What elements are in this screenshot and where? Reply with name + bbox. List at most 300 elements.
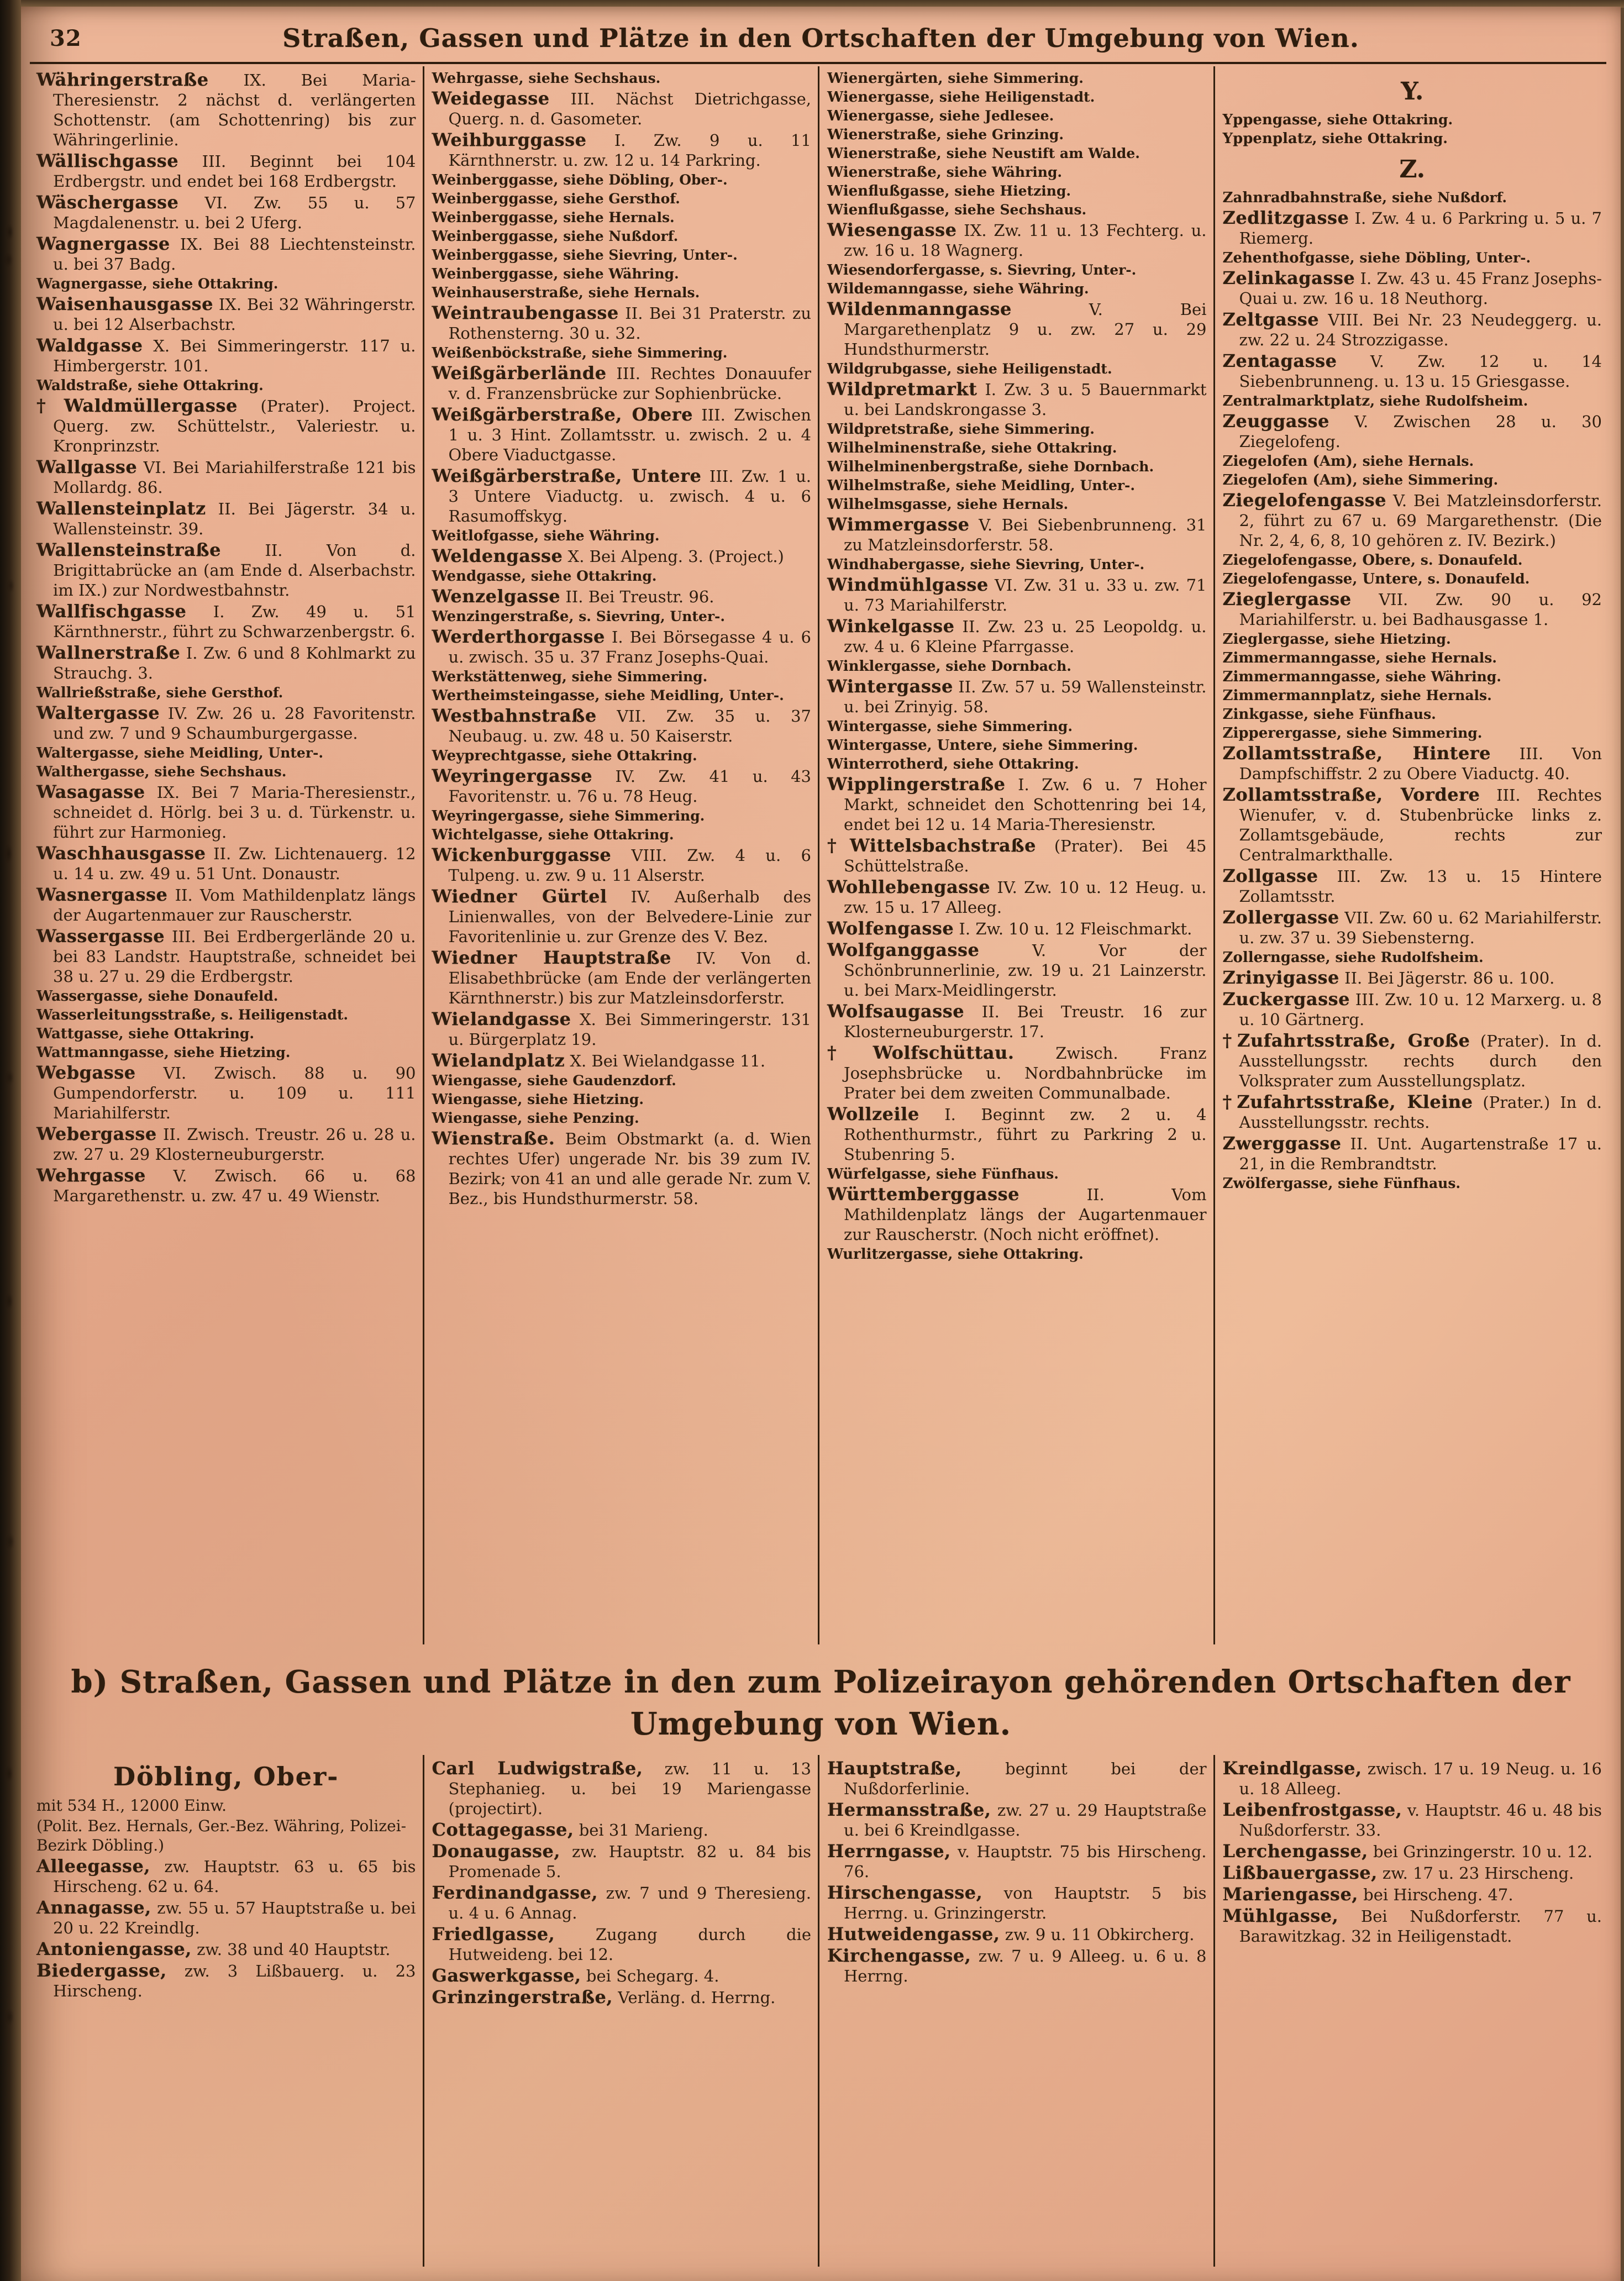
street-entry: Wiesengasse IX. Zw. 11 u. 13 Fechterg. u. zw. 16 u. 18 Wagnerg. xyxy=(827,219,1207,260)
street-name: Cottagegasse, xyxy=(432,1819,574,1840)
street-name: Wienflußgasse, xyxy=(827,202,950,218)
street-name: Ziegelofen (Am), xyxy=(1222,472,1358,488)
street-name: Wertheimsteingasse, xyxy=(432,687,600,704)
street-name: Wienerstraße, xyxy=(827,127,942,143)
street-entry: Wienerstraße, siehe Währing. xyxy=(827,164,1063,181)
street-name: †Zufahrtsstraße, Große xyxy=(1222,1030,1470,1051)
street-entry: Wassergasse III. Bei Erdbergerlände 20 u. bei 83 Landstr. Hauptstraße, schneidet bei 38 u. 27 u. 29 die Erdbergstr. xyxy=(36,926,416,986)
street-entry: Mariengasse, bei Hirscheng. 47. xyxy=(1222,1884,1513,1905)
street-name: Zollerngasse, xyxy=(1222,949,1331,966)
street-entry: Wilhelmstraße, siehe Meidling, Unter-. xyxy=(827,477,1136,494)
street-entry: Zedlitzgasse I. Zw. 4 u. 6 Parkring u. 5 u. 7 Riemerg. xyxy=(1222,207,1602,248)
street-entry: Wasnergasse II. Vom Mathildenplatz längs der Augartenmauer zur Rauscherstr. xyxy=(36,884,416,924)
street-name: Kreindlgasse, xyxy=(1222,1758,1362,1779)
street-name: Wichtelgasse, xyxy=(432,827,544,843)
street-name: Währingerstraße xyxy=(36,69,209,90)
street-entry: Friedlgasse, Zugang durch die Hutweideng. bei 12. xyxy=(432,1923,811,1964)
district-note: mit 534 H., 12000 Einw. xyxy=(36,1796,227,1815)
street-name: Windhabergasse, xyxy=(827,556,965,573)
street-name: Wallensteinstraße xyxy=(36,539,221,560)
street-name: Wimmergasse xyxy=(827,514,970,535)
street-name: Zimmermanngasse, xyxy=(1222,669,1381,685)
street-name: Weyprechtgasse, xyxy=(432,748,567,764)
letter-section-heading: Z. xyxy=(1399,155,1426,183)
street-entry: Wolfengasse I. Zw. 10 u. 12 Fleischmarkt. xyxy=(827,918,1192,939)
street-name: Wiedner Hauptstraße xyxy=(432,947,671,968)
street-entry: Wichtelgasse, siehe Ottakring. xyxy=(432,827,674,843)
directory-column xyxy=(29,66,423,1644)
street-entry: Yppenplatz, siehe Ottakring. xyxy=(1222,130,1448,147)
street-entry: Wenzelgasse II. Bei Treustr. 96. xyxy=(432,586,714,607)
directory-column xyxy=(1213,1755,1609,2267)
street-entry: Hutweidengasse, zw. 9 u. 11 Obkircherg. xyxy=(827,1923,1195,1944)
street-name: Werkstättenweg, xyxy=(432,669,567,685)
street-name: Zipperergasse, xyxy=(1222,725,1342,742)
street-entry: Waltergasse IV. Zw. 26 u. 28 Favoritenstr. und zw. 7 und 9 Schaumburgergasse. xyxy=(36,702,416,743)
street-name: Leibenfrostgasse, xyxy=(1222,1799,1402,1820)
district-directory-columns xyxy=(29,1755,1609,2267)
street-name: Annagasse, xyxy=(36,1897,151,1918)
header-rule xyxy=(30,62,1606,64)
street-entry: Zollerngasse, siehe Rudolfsheim. xyxy=(1222,949,1484,966)
street-entry: Hirschengasse, von Hauptstr. 5 bis Herrng. u. Grinzingerstr. xyxy=(827,1882,1207,1922)
street-name: Hirschengasse, xyxy=(827,1882,983,1903)
street-name: Yppengasse, xyxy=(1222,112,1322,128)
street-name: Wattgasse, xyxy=(36,1026,124,1042)
street-name: Herrngasse, xyxy=(827,1841,951,1862)
street-entry: Wickenburggasse VIII. Zw. 4 u. 6 Tulpeng. u. zw. 9 u. 11 Alserstr. xyxy=(432,844,811,885)
street-entry: Zwölfergasse, siehe Fünfhaus. xyxy=(1222,1175,1461,1192)
street-name: Zollergasse xyxy=(1222,907,1339,928)
street-name: Zollamtsstraße, Vordere xyxy=(1222,784,1480,805)
street-name: Alleegasse, xyxy=(36,1856,150,1877)
street-entry: Weinberggasse, siehe Sievring, Unter-. xyxy=(432,247,738,264)
street-entry: Weinhauserstraße, siehe Hernals. xyxy=(432,285,700,301)
street-name: Weintraubengasse xyxy=(432,302,619,323)
street-entry: Wendgasse, siehe Ottakring. xyxy=(432,568,657,585)
street-entry: †Wolfschüttau. Zwisch. Franz Josephsbrücke u. Nordbahnbrücke im Prater bei dem zweiten Communalbade. xyxy=(827,1042,1207,1102)
street-name: Lißbauergasse, xyxy=(1222,1862,1378,1883)
street-name: Weißenböckstraße, xyxy=(432,345,587,361)
street-name: Wiengasse, xyxy=(432,1110,523,1127)
street-name: Wienflußgasse, xyxy=(827,183,950,199)
street-entry: Lißbauergasse, zw. 17 u. 23 Hirscheng. xyxy=(1222,1862,1574,1883)
street-entry: Wintergasse, siehe Simmering. xyxy=(827,718,1073,735)
street-name: Antoniengasse, xyxy=(36,1938,192,1959)
street-entry: †Wittelsbachstraße (Prater). Bei 45 Schüttelstraße. xyxy=(827,835,1207,875)
street-entry: Wienergärten, siehe Simmering. xyxy=(827,70,1084,87)
street-name: Wilhelmstraße, xyxy=(827,477,951,494)
street-entry: Ziegelofen (Am), siehe Simmering. xyxy=(1222,472,1499,488)
directory-column xyxy=(423,1755,818,2267)
street-name: Wasagasse xyxy=(36,781,145,802)
street-name: Zehenthofgasse, xyxy=(1222,250,1355,266)
street-entry: Wipplingerstraße I. Zw. 6 u. 7 Hoher Markt, schneidet den Schottenring bei 14, endet bei 12 u. 14 Maria-Theresienstr. xyxy=(827,774,1207,834)
directory-column xyxy=(818,1755,1213,2267)
street-name: Weinberggasse, xyxy=(432,191,559,207)
street-name: Wielandplatz xyxy=(432,1050,565,1071)
street-name: Zimmermannplatz, xyxy=(1222,687,1376,704)
street-entry: Weitlofgasse, siehe Währing. xyxy=(432,528,660,544)
street-entry: Wiesendorfergasse, s. Sievring, Unter-. xyxy=(827,262,1137,278)
street-entry: Antoniengasse, zw. 38 und 40 Hauptstr. xyxy=(36,1938,391,1959)
street-entry: Biedergasse, zw. 3 Lißbauerg. u. 23 Hirscheng. xyxy=(36,1960,416,2000)
street-entry: Webgasse VI. Zwisch. 88 u. 90 Gumpendorferstr. u. 109 u. 111 Mariahilferstr. xyxy=(36,1062,416,1122)
street-entry: Westbahnstraße VII. Zw. 35 u. 37 Neubaug. u. zw. 48 u. 50 Kaiserstr. xyxy=(432,705,811,745)
page-number: 32 xyxy=(50,25,82,51)
street-name: Zimmermanngasse, xyxy=(1222,650,1381,666)
street-entry: Zehenthofgasse, siehe Döbling, Unter-. xyxy=(1222,250,1531,266)
street-entry: Zelinkagasse I. Zw. 43 u. 45 Franz Josephs-Quai u. zw. 16 u. 18 Neuthorg. xyxy=(1222,267,1602,308)
street-entry: Wienergasse, siehe Jedlesee. xyxy=(827,108,1054,124)
street-name: Wildemanngasse, xyxy=(827,281,969,297)
street-name: †Wolfschüttau. xyxy=(827,1042,1015,1063)
street-name: Zentagasse xyxy=(1222,350,1337,371)
street-entry: Gaswerkgasse, bei Schegarg. 4. xyxy=(432,1965,719,1986)
street-directory-columns xyxy=(29,66,1609,1644)
street-name: Wallnerstraße xyxy=(36,642,181,663)
street-entry: Zrinyigasse II. Bei Jägerstr. 86 u. 100. xyxy=(1222,967,1555,988)
street-name: Hauptstraße, xyxy=(827,1758,962,1779)
street-entry: Waschhausgasse II. Zw. Lichtenauerg. 12 u. 14 u. zw. 49 u. 51 Unt. Donaustr. xyxy=(36,843,416,883)
street-name: Wienergärten, xyxy=(827,70,943,87)
street-name: Zedlitzgasse xyxy=(1222,207,1349,228)
street-name: Zeltgasse xyxy=(1222,309,1320,330)
street-name: Weinberggasse, xyxy=(432,172,559,188)
street-name: Ziegelofengasse xyxy=(1222,490,1386,511)
street-name: Waldgasse xyxy=(36,335,143,356)
street-entry: Wilhelminenbergstraße, siehe Dornbach. xyxy=(827,459,1154,475)
street-name: Wallrießstraße, xyxy=(36,685,161,701)
street-entry: Weißgärberlände III. Rechtes Donauufer v. d. Franzensbrücke zur Sophienbrücke. xyxy=(432,362,811,403)
street-name: Ferdinandgasse, xyxy=(432,1882,598,1903)
street-entry: Hermansstraße, zw. 27 u. 29 Hauptstraße u. bei 6 Kreindlgasse. xyxy=(827,1799,1207,1839)
street-entry: Wallgasse VI. Bei Mariahilferstraße 121 bis Mollardg. 86. xyxy=(36,456,416,497)
street-name: Zuckergasse xyxy=(1222,989,1350,1010)
street-entry: Weinberggasse, siehe Hernals. xyxy=(432,209,675,226)
street-name: Weinberggasse, xyxy=(432,266,559,282)
street-name: Wiesengasse xyxy=(827,219,957,240)
letter-section-heading: Y. xyxy=(1401,77,1424,106)
street-name: Wilhelminenstraße, xyxy=(827,440,987,456)
street-entry: Zeltgasse VIII. Bei Nr. 23 Neudeggerg. u. zw. 22 u. 24 Strozzigasse. xyxy=(1222,309,1602,349)
street-entry: Wielandplatz X. Bei Wielandgasse 11. xyxy=(432,1050,766,1071)
street-name: Winterrotherd, xyxy=(827,756,949,772)
street-name: Westbahnstraße xyxy=(432,705,597,726)
street-entry: Wattmanngasse, siehe Hietzing. xyxy=(36,1044,291,1061)
street-entry: Wintergasse, Untere, siehe Simmering. xyxy=(827,737,1138,754)
street-name: Webgasse xyxy=(36,1062,136,1083)
street-entry: Wohllebengasse IV. Zw. 10 u. 12 Heug. u. zw. 15 u. 17 Alleeg. xyxy=(827,876,1207,917)
page-header xyxy=(21,7,1621,57)
street-entry: Wiengasse, siehe Gaudenzdorf. xyxy=(432,1073,676,1089)
street-name: Mariengasse, xyxy=(1222,1884,1358,1905)
street-name: Wiengasse, xyxy=(432,1073,523,1089)
street-entry: Wagnergasse, siehe Ottakring. xyxy=(36,276,278,292)
street-name: Weinberggasse, xyxy=(432,247,559,264)
street-entry: Weinberggasse, siehe Nußdorf. xyxy=(432,228,679,245)
street-name: Weinberggasse, xyxy=(432,228,559,245)
street-name: Zwerggasse xyxy=(1222,1133,1342,1154)
street-entry: Zieglergasse VII. Zw. 90 u. 92 Mariahilferstr. u. bei Badhausgasse 1. xyxy=(1222,588,1602,629)
street-name: Wintergasse, xyxy=(827,718,932,735)
street-name: Waldstraße, xyxy=(36,377,133,394)
street-entry: Wildemanngasse, siehe Währing. xyxy=(827,281,1089,297)
street-entry: Zieglergasse, siehe Hietzing. xyxy=(1222,631,1451,648)
street-name: Wolfganggasse xyxy=(827,939,980,960)
street-name: Wenzelgasse xyxy=(432,586,561,607)
street-name: Werderthorgasse xyxy=(432,626,605,647)
street-entry: Wällischgasse III. Beginnt bei 104 Erdbergstr. und endet bei 168 Erdbergstr. xyxy=(36,150,416,191)
street-name: Webergasse xyxy=(36,1123,157,1144)
street-name: Kirchengasse, xyxy=(827,1945,971,1966)
street-entry: Weinberggasse, siehe Währing. xyxy=(432,266,679,282)
street-name: Winklergasse, xyxy=(827,658,941,675)
street-entry: Weißenböckstraße, siehe Simmering. xyxy=(432,345,728,361)
street-name: Wendgasse, xyxy=(432,568,527,585)
street-entry: Weihburggasse I. Zw. 9 u. 11 Kärnthnerstr. u. zw. 12 u. 14 Parkring. xyxy=(432,129,811,170)
street-entry: Mühlgasse, Bei Nußdorferstr. 77 u. Barawitzkag. 32 in Heiligenstadt. xyxy=(1222,1905,1602,1946)
street-name: Wintergasse, Untere, xyxy=(827,737,998,754)
street-entry: Zollamtsstraße, Hintere III. Von Dampfschiffstr. 2 zu Obere Viaductg. 40. xyxy=(1222,743,1602,783)
street-entry: Ziegelofengasse V. Bei Matzleinsdorferstr. 2, führt zu 67 u. 69 Margarethenstr. (Die Nr. 2, 4, 6, 8, 10 gehören z. IV. Bezirk.) xyxy=(1222,490,1602,550)
directory-column xyxy=(29,1755,423,2267)
directory-column xyxy=(1213,66,1609,1644)
street-name: Wassergasse, xyxy=(36,988,144,1005)
street-name: Weißgärberlände xyxy=(432,362,607,383)
street-entry: †Waldmüllergasse (Prater). Project. Querg. zw. Schüttelstr., Valeriestr. u. Kronprinzstr. xyxy=(36,395,416,455)
street-entry: †Zufahrtsstraße, Große (Prater). In d. Ausstellungsstr. rechts durch den Volksprater zum Ausstellungsplatz. xyxy=(1222,1030,1602,1090)
street-name: Lerchengasse, xyxy=(1222,1841,1368,1862)
street-name: Wiedner Gürtel xyxy=(432,886,607,907)
street-name: Wienergasse, xyxy=(827,89,935,106)
street-entry: Zimmermanngasse, siehe Hernals. xyxy=(1222,650,1497,666)
street-entry: Wallensteinplatz II. Bei Jägerstr. 34 u. Wallensteinstr. 39. xyxy=(36,498,416,538)
street-entry: Winklergasse, siehe Dornbach. xyxy=(827,658,1072,675)
street-entry: Wagnergasse IX. Bei 88 Liechtensteinstr. u. bei 37 Badg. xyxy=(36,233,416,274)
street-entry: Wintergasse II. Zw. 57 u. 59 Wallensteinstr. u. bei Zrinyig. 58. xyxy=(827,676,1207,716)
street-entry: Waisenhausgasse IX. Bei 32 Währingerstr. u. bei 12 Alserbachstr. xyxy=(36,293,416,334)
street-name: Weißgärberstraße, Obere xyxy=(432,404,693,425)
street-entry: Werkstättenweg, siehe Simmering. xyxy=(432,669,708,685)
street-name: Wehrgasse xyxy=(36,1165,146,1186)
street-entry: Waltergasse, siehe Meidling, Unter-. xyxy=(36,745,324,761)
street-name: Zollamtsstraße, Hintere xyxy=(1222,743,1491,764)
street-entry: Zinkgasse, siehe Fünfhaus. xyxy=(1222,706,1436,723)
street-name: Waltergasse xyxy=(36,702,160,723)
street-entry: Wiedner Hauptstraße IV. Von d. Elisabethbrücke (am Ende der verlängerten Kärnthnerstr.) bis zur Matzleinsdorferstr. xyxy=(432,947,811,1007)
street-name: Hermansstraße, xyxy=(827,1799,991,1820)
street-name: Biedergasse, xyxy=(36,1960,167,1981)
street-entry: Wertheimsteingasse, siehe Meidling, Unter-. xyxy=(432,687,784,704)
street-name: Wagnergasse, xyxy=(36,276,148,292)
street-entry: Zimmermanngasse, siehe Währing. xyxy=(1222,669,1501,685)
street-name: Zwölfergasse, xyxy=(1222,1175,1333,1192)
street-name: Wildpretmarkt xyxy=(827,379,977,400)
street-entry: Zipperergasse, siehe Simmering. xyxy=(1222,725,1483,742)
street-entry: Weldengasse X. Bei Alpeng. 3. (Project.) xyxy=(432,545,784,566)
street-name: Waisenhausgasse xyxy=(36,293,213,314)
section-b-heading-line2: Umgebung von Wien. xyxy=(630,1706,1012,1742)
street-entry: Werderthorgasse I. Bei Börsegasse 4 u. 6 u. zwisch. 35 u. 37 Franz Josephs-Quai. xyxy=(432,626,811,666)
street-name: Wienstraße. xyxy=(432,1128,555,1149)
street-entry: Zollamtsstraße, Vordere III. Rechtes Wienufer, v. d. Stubenbrücke links z. Zollamtsgebäude, rechts zur Centralmarkthalle. xyxy=(1222,784,1602,864)
street-entry: Wurlitzergasse, siehe Ottakring. xyxy=(827,1246,1084,1263)
street-entry: Cottagegasse, bei 31 Marieng. xyxy=(432,1819,708,1840)
street-name: Wildenmanngasse xyxy=(827,298,1012,319)
street-name: Wattmanngasse, xyxy=(36,1044,169,1061)
street-entry: Wolfganggasse V. Vor der Schönbrunnerlinie, zw. 19 u. 21 Lainzerstr. u. bei Marx-Meidlingerstr. xyxy=(827,939,1207,1000)
street-entry: Ziegelofengasse, Untere, s. Donaufeld. xyxy=(1222,571,1530,587)
street-entry: Walthergasse, siehe Sechshaus. xyxy=(36,764,287,780)
street-entry: Zollergasse VII. Zw. 60 u. 62 Mariahilferstr. u. zw. 37 u. 39 Siebensterng. xyxy=(1222,907,1602,947)
street-entry: Wasagasse IX. Bei 7 Maria-Theresienstr., schneidet d. Hörlg. bei 3 u. d. Türkenstr. u. führt zur Harmonieg. xyxy=(36,781,416,842)
street-name: Weißgärberstraße, Untere xyxy=(432,465,702,486)
street-entry: Wehrgasse, siehe Sechshaus. xyxy=(432,70,661,87)
street-entry: Weißgärberstraße, Obere III. Zwischen 1 u. 3 Hint. Zollamtsstr. u. zwisch. 2 u. 4 Obere Viaductgasse. xyxy=(432,404,811,464)
street-entry: Weyringergasse IV. Zw. 41 u. 43 Favoritenstr. u. 76 u. 78 Heug. xyxy=(432,765,811,806)
street-entry: Zentralmarktplatz, siehe Rudolfsheim. xyxy=(1222,393,1528,409)
street-entry: Annagasse, zw. 55 u. 57 Hauptstraße u. bei 20 u. 22 Kreindlg. xyxy=(36,1897,416,1937)
street-entry: Ferdinandgasse, zw. 7 und 9 Theresieng. u. 4 u. 6 Annag. xyxy=(432,1882,811,1922)
street-entry: Wolfsaugasse II. Bei Treustr. 16 zur Klosterneuburgerstr. 17. xyxy=(827,1001,1207,1041)
street-name: Hutweidengasse, xyxy=(827,1923,1000,1944)
street-entry: Wallensteinstraße II. Von d. Brigittabrücke an (am Ende d. Alserbachstr. im IX.) zur Nordwestbahnstr. xyxy=(36,539,416,600)
street-entry: Wildpretstraße, siehe Simmering. xyxy=(827,421,1095,438)
street-name: Wipplingerstraße xyxy=(827,774,1006,795)
street-entry: Alleegasse, zw. Hauptstr. 63 u. 65 bis Hirscheng. 62 u. 64. xyxy=(36,1856,416,1896)
street-name: Friedlgasse, xyxy=(432,1923,555,1944)
street-entry: Kreindlgasse, zwisch. 17 u. 19 Neug. u. 16 u. 18 Alleeg. xyxy=(1222,1758,1602,1798)
street-name: Zollgasse xyxy=(1222,865,1318,886)
directory-column xyxy=(423,66,818,1644)
street-entry: Zwerggasse II. Unt. Augartenstraße 17 u. 21, in die Rembrandtstr. xyxy=(1222,1133,1602,1173)
street-entry: Wienergasse, siehe Heiligenstadt. xyxy=(827,89,1095,106)
street-entry: Wäschergasse VI. Zw. 55 u. 57 Magdalenenstr. u. bei 2 Uferg. xyxy=(36,192,416,232)
street-name: Zahnradbahnstraße, xyxy=(1222,190,1388,206)
street-entry: Weintraubengasse II. Bei 31 Praterstr. zu Rothensterng. 30 u. 32. xyxy=(432,302,811,343)
street-name: Weyringergasse xyxy=(432,765,593,786)
street-name: Wilhelmsgasse, xyxy=(827,496,952,513)
street-name: Weihburggasse xyxy=(432,129,587,150)
street-entry: Wienerstraße, siehe Neustift am Walde. xyxy=(827,145,1140,162)
street-entry: Wenzingerstraße, s. Sievring, Unter-. xyxy=(432,608,726,625)
street-name: Ziegelofengasse, Untere, xyxy=(1222,571,1423,587)
street-name: Wohllebengasse xyxy=(827,876,991,897)
street-name: Wienerstraße, xyxy=(827,164,942,181)
street-entry: Wiengasse, siehe Penzing. xyxy=(432,1110,639,1127)
street-name: Weldengasse xyxy=(432,545,563,566)
street-name: Zelinkagasse xyxy=(1222,267,1355,288)
street-entry: Ziegelofengasse, Obere, s. Donaufeld. xyxy=(1222,552,1523,569)
street-entry: Wildgrubgasse, siehe Heiligenstadt. xyxy=(827,361,1112,377)
street-name: Zinkgasse, xyxy=(1222,706,1309,723)
section-b-heading xyxy=(54,1661,1588,1745)
street-entry: Windmühlgasse VI. Zw. 31 u. 33 u. zw. 71 u. 73 Mariahilferstr. xyxy=(827,574,1207,614)
street-name: Wallfischgasse xyxy=(36,601,187,622)
street-name: Wienerstraße, xyxy=(827,145,942,162)
street-entry: Winkelgasse II. Zw. 23 u. 25 Leopoldg. u. zw. 4 u. 6 Kleine Pfarrgasse. xyxy=(827,616,1207,656)
street-entry: Zentagasse V. Zw. 12 u. 14 Siebenbrunneng. u. 13 u. 15 Griesgasse. xyxy=(1222,350,1602,391)
street-name: Wildpretstraße, xyxy=(827,421,954,438)
page-title: Straßen, Gassen und Plätze in den Ortschaften der Umgebung von Wien. xyxy=(282,23,1359,53)
street-name: Wollzeile xyxy=(827,1103,919,1124)
street-entry: Donaugasse, zw. Hauptstr. 82 u. 84 bis Promenade 5. xyxy=(432,1841,811,1881)
street-entry: Winterrotherd, siehe Ottakring. xyxy=(827,756,1079,772)
street-name: Wintergasse xyxy=(827,676,953,697)
directory-column xyxy=(818,66,1213,1644)
street-entry: Wattgasse, siehe Ottakring. xyxy=(36,1026,255,1042)
street-entry: Carl Ludwigstraße, zw. 11 u. 13 Stephanieg. u. bei 19 Mariengasse (projectirt). xyxy=(432,1758,812,1818)
street-name: Wallensteinplatz xyxy=(36,498,206,519)
street-name: Weinberggasse, xyxy=(432,209,559,226)
street-entry: Windhabergasse, siehe Sievring, Unter-. xyxy=(827,556,1145,573)
street-name: Wallgasse xyxy=(36,456,138,477)
street-entry: Weidegasse III. Nächst Dietrichgasse, Querg. n. d. Gasometer. xyxy=(432,88,811,128)
street-entry: Wiengasse, siehe Hietzing. xyxy=(432,1091,644,1108)
street-entry: Wassergasse, siehe Donaufeld. xyxy=(36,988,278,1005)
street-name: Weidegasse xyxy=(432,88,550,109)
street-name: Ziegelofen (Am), xyxy=(1222,453,1358,470)
street-name: Ziegelofengasse, Obere, xyxy=(1222,552,1416,569)
district-note: (Polit. Bez. Hernals, Ger.-Bez. Währing, Polizei-Bezirk Döbling.) xyxy=(36,1817,407,1854)
street-entry: Wallnerstraße I. Zw. 6 und 8 Kohlmarkt zu Strauchg. 3. xyxy=(36,642,416,682)
street-name: Walthergasse, xyxy=(36,764,150,780)
street-name: Wassergasse xyxy=(36,926,165,947)
street-entry: Yppengasse, siehe Ottakring. xyxy=(1222,112,1453,128)
street-entry: Grinzingerstraße, Verläng. d. Herrng. xyxy=(432,1986,776,2007)
street-entry: Wilhelminenstraße, siehe Ottakring. xyxy=(827,440,1117,456)
district-heading: Döbling, Ober- xyxy=(113,1762,339,1791)
street-name: Carl Ludwigstraße, xyxy=(432,1758,643,1779)
street-entry: Zeuggasse V. Zwischen 28 u. 30 Ziegelofeng. xyxy=(1222,411,1602,451)
street-name: Yppenplatz, xyxy=(1222,130,1317,147)
street-name: Weinhauserstraße, xyxy=(432,285,584,301)
street-name: Wickenburggasse xyxy=(432,844,612,865)
street-entry: Weyringergasse, siehe Simmering. xyxy=(432,808,705,824)
street-name: Wolfengasse xyxy=(827,918,954,939)
street-name: Mühlgasse, xyxy=(1222,1905,1339,1926)
street-name: Wiengasse, xyxy=(432,1091,523,1108)
street-entry: Wallfischgasse I. Zw. 49 u. 51 Kärnthnerstr., führt zu Schwarzenbergstr. 6. xyxy=(36,601,416,641)
street-entry: Wollzeile I. Beginnt zw. 2 u. 4 Rothenthurmstr., führt zu Parkring 2 u. Stubenring 5. xyxy=(827,1103,1207,1164)
street-name: Wienergasse, xyxy=(827,108,935,124)
street-name: Wäschergasse xyxy=(36,192,179,213)
street-name: Wurlitzergasse, xyxy=(827,1246,953,1263)
street-entry: Würfelgasse, siehe Fünfhaus. xyxy=(827,1166,1059,1182)
street-name: Waschhausgasse xyxy=(36,843,206,864)
street-name: Waltergasse, xyxy=(36,745,139,761)
street-entry: Wielandgasse X. Bei Simmeringerstr. 131 u. Bürgerplatz 19. xyxy=(432,1008,811,1049)
street-name: Würfelgasse, xyxy=(827,1166,932,1182)
street-name: Wiesendorfergasse, xyxy=(827,262,985,278)
street-name: Zeuggasse xyxy=(1222,411,1329,432)
street-entry: Hauptstraße, beginnt bei der Nußdorferlinie. xyxy=(827,1758,1207,1798)
street-entry: Zollgasse III. Zw. 13 u. 15 Hintere Zollamtsstr. xyxy=(1222,865,1602,906)
street-entry: Wildpretmarkt I. Zw. 3 u. 5 Bauernmarkt u. bei Landskrongasse 3. xyxy=(827,379,1207,419)
street-entry: Zimmermannplatz, siehe Hernals. xyxy=(1222,687,1492,704)
street-entry: Weinberggasse, siehe Gersthof. xyxy=(432,191,680,207)
street-entry: Wilhelmsgasse, siehe Hernals. xyxy=(827,496,1069,513)
street-entry: Wallrießstraße, siehe Gersthof. xyxy=(36,685,283,701)
street-name: Donaugasse, xyxy=(432,1841,560,1862)
street-entry: Währingerstraße IX. Bei Maria-Theresienstr. 2 nächst d. verlängerten Schottenstr. (am Schottenring) bis zur Währingerlinie. xyxy=(36,69,416,149)
street-entry: Weyprechtgasse, siehe Ottakring. xyxy=(432,748,697,764)
street-entry: Lerchengasse, bei Grinzingerstr. 10 u. 12. xyxy=(1222,1841,1593,1862)
section-b-heading-line1: b) Straßen, Gassen und Plätze in den zum Polizeirayon gehörenden Ortschaften der xyxy=(71,1664,1571,1700)
street-name: Wehrgasse, xyxy=(432,70,524,87)
street-name: Zentralmarktplatz, xyxy=(1222,393,1375,409)
